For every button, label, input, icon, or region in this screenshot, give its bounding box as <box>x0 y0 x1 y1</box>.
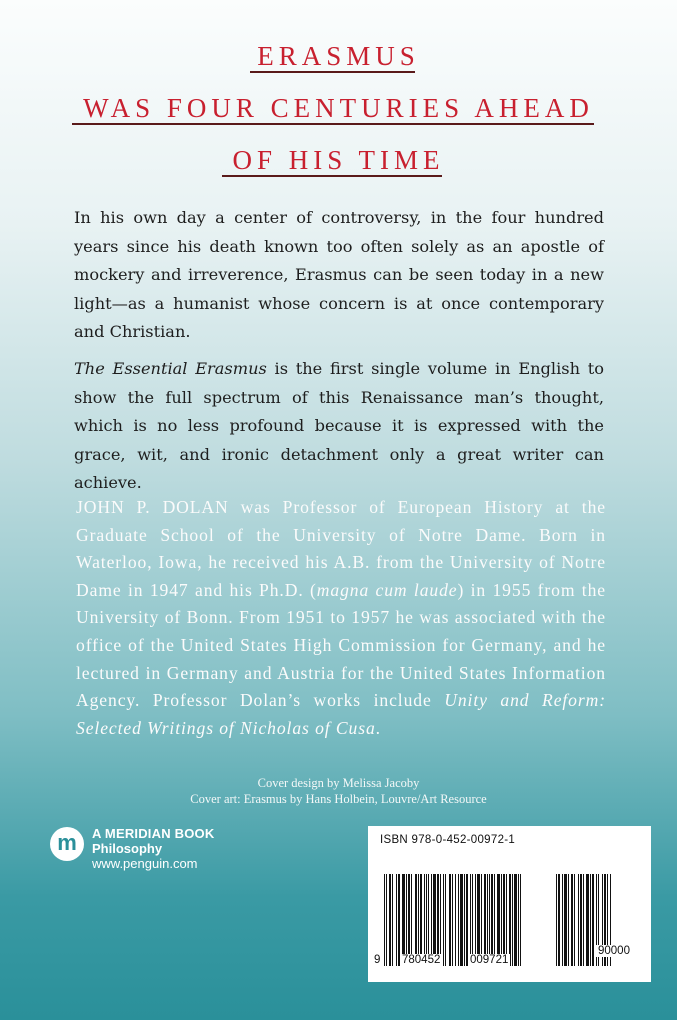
publisher-imprint: A MERIDIAN BOOK <box>92 826 215 841</box>
barcode-digits-left: 780452 <box>402 954 441 966</box>
description-paragraph-2 <box>74 355 604 498</box>
author-bio <box>76 494 606 742</box>
headline-underline-3 <box>222 175 442 177</box>
isbn-label: ISBN 978-0-452-00972-1 <box>380 834 516 846</box>
barcode-addon-digits: 90000 <box>598 945 630 957</box>
publisher-url: www.penguin.com <box>92 856 198 871</box>
headline-underline-2 <box>72 123 594 125</box>
bio-text-3: . <box>375 717 381 738</box>
description-text: is the first single volume in English to show the full spectrum of this Renaissance man’s thought, which is no less profound because it is expressed with the grace, wit, and ironic detachment only a great writer can achieve. <box>74 359 604 493</box>
headline-line-1: ERASMUS <box>257 41 420 71</box>
meridian-logo-icon: m <box>50 827 84 861</box>
cover-design-credit: Cover design by Melissa Jacoby <box>257 776 420 790</box>
barcode-digits-right: 009721 <box>470 954 509 966</box>
isbn-barcode-box <box>368 826 651 982</box>
book-title: The Essential Erasmus <box>74 359 267 378</box>
bio-text-1: JOHN P. DOLAN was Professor of European History at the Graduate School of the University of Notre Dame. Born in Waterloo, Iowa, he received his A.B. from the University of Notre Dame in 1947 and his Ph.D. ( <box>76 497 606 600</box>
bio-italic-honor: magna cum laude <box>316 579 458 600</box>
headline-underline-1 <box>250 71 415 73</box>
description-paragraph-1: In his own day a center of controversy, in the four hundred years since his death known too often solely as an apostle of mockery and irreverence, Erasmus can be seen today in a new light—as a humanist whose concern is at once contemporary and Christian. <box>74 208 604 342</box>
bio-text-2: ) in 1955 from the University of Bonn. From 1951 to 1957 he was associated with the office of the United States High Commission for Germany, and he lectured in Germany and Austria for the United States Information Agency. Professor Dolan’s works include <box>76 579 606 711</box>
headline-line-2: WAS FOUR CENTURIES AHEAD <box>83 93 594 123</box>
barcode-main <box>384 874 522 966</box>
publisher-category: Philosophy <box>92 841 163 856</box>
cover-art-credit: Cover art: Erasmus by Hans Holbein, Louvre/Art Resource <box>190 792 487 806</box>
bio-italic-work: Unity and Reform: Selected Writings of Nicholas of Cusa <box>76 690 606 738</box>
barcode-digit-first: 9 <box>374 954 381 966</box>
headline-line-3: OF HIS TIME <box>232 145 445 175</box>
